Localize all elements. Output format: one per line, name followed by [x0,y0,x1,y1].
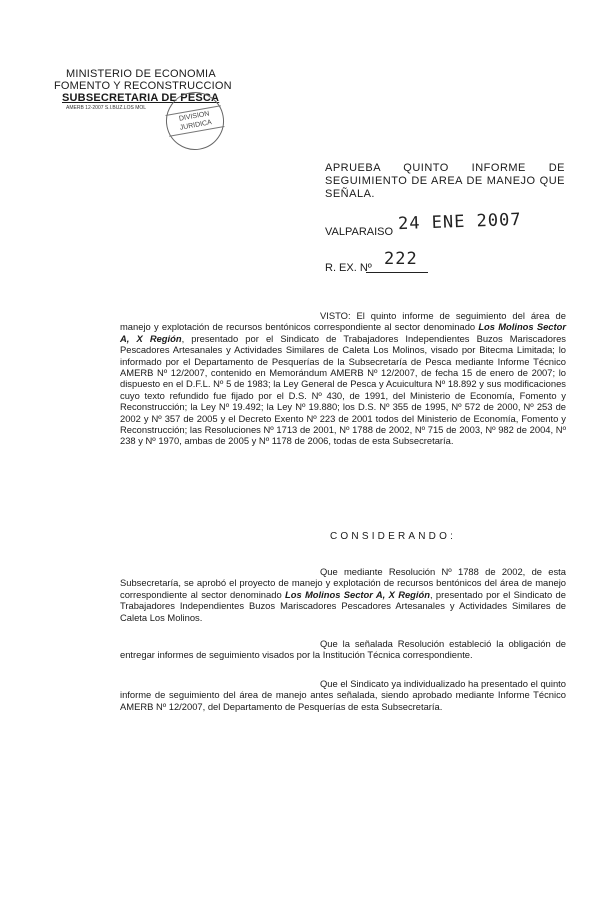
visto-text-rest: , presentado por el Sindicato de Trabajadores Independientes Buzos Mariscadores Pescadores Artesanales y Actividades Similares de Caleta Los Molinos, visado por Bitecma Limitada; lo informado por el Departamento de Pesquerías de la Subsecretaría de Pesca mediante Informe Técnico AMERB Nº 12/2007, contenido en Memorándum AMERB Nº 12/2007, de fecha 15 de enero de 2007; lo dispuesto en el D.F.L. Nº 5 de 1983; la Ley General de Pesca y Acuicultura Nº 18.892 y sus modificaciones cuyo texto refundido fue fijado por el D.S. Nº 430, de 1991, del Ministerio de Economía, Fomento y Reconstrucción; la Ley Nº 19.492; la Ley Nº 19.880; los D.S. Nº 355 de 1995, Nº 572 de 2000, Nº 253 de 2002 y Nº 357 de 2005 y el Decreto Exento Nº 223 de 2001 todos del Ministerio de Economía, Fomento y Reconstrucción; las Resoluciones Nº 1713 de 2001, Nº 1788 de 2002, Nº 715 de 2003, Nº 982 de 2004, Nº 238 y Nº 1970, ambas de 2005 y Nº 1178 de 2006, todas de esta Subsecretaría. [120,332,566,447]
reference-code: AMERB 12-2007 S.I.BUZ.LOS MOL [66,105,147,111]
visto-text-start: VISTO: El quinto informe de seguimiento del área de manejo y explotación de recursos bentónicos correspondiente al sector denominado [120,310,566,333]
considerando-paragraph-1 [120,566,566,623]
place-label: VALPARAISO [325,226,394,238]
stamp-label: DIVISION JURIDICA [166,105,225,136]
considerando-1-text-rest: , presentado por el Sindicato de Trabajadores Independientes Buzos Mariscadores Pescadores Artesanales y Actividades Similares de Caleta Los Molinos. [120,588,566,623]
handwritten-date: 24 ENE 2007 [397,209,522,235]
ministry-name-line2: FOMENTO Y RECONSTRUCCION [54,80,232,92]
visto-sector-name: Los Molinos Sector A, X Región [120,321,567,344]
subsecretaria-name: SUBSECRETARIA DE PESCA [62,92,220,104]
rex-label: R. EX. Nº [325,262,372,274]
resolution-title: APRUEBA QUINTO INFORME DE SEGUIMIENTO DE AREA DE MANEJO QUE SEÑALA. [325,162,565,200]
considerando-paragraph-3: Que el Sindicato ya individualizado ha presentado el quinto informe de seguimiento del área de manejo antes señalada, siendo aprobado mediante Informe Técnico AMERB Nº 12/2007, del Departamento de Pesquerías de esta Subsecretaría. [120,678,567,712]
visto-paragraph [120,310,566,447]
considerando-1-text-start: Que mediante Resolución Nº 1788 de 2002, de esta Subsecretaría, se aprobó el proyecto de manejo y explotación de recursos bentónicos del área de manejo correspondiente al sector denominado [120,566,566,600]
rex-number-line [366,272,428,273]
considerando-heading: CONSIDERANDO: [330,531,457,542]
rex-number: 222 [384,249,418,269]
ministry-name-line1: MINISTERIO DE ECONOMIA [66,68,216,80]
considerando-1-sector-name: Los Molinos Sector A, X Región [285,588,430,600]
considerando-paragraph-2: Que la señalada Resolución estableció la obligación de entregar informes de seguimiento visados por la Institución Técnica correspondiente. [120,638,566,661]
